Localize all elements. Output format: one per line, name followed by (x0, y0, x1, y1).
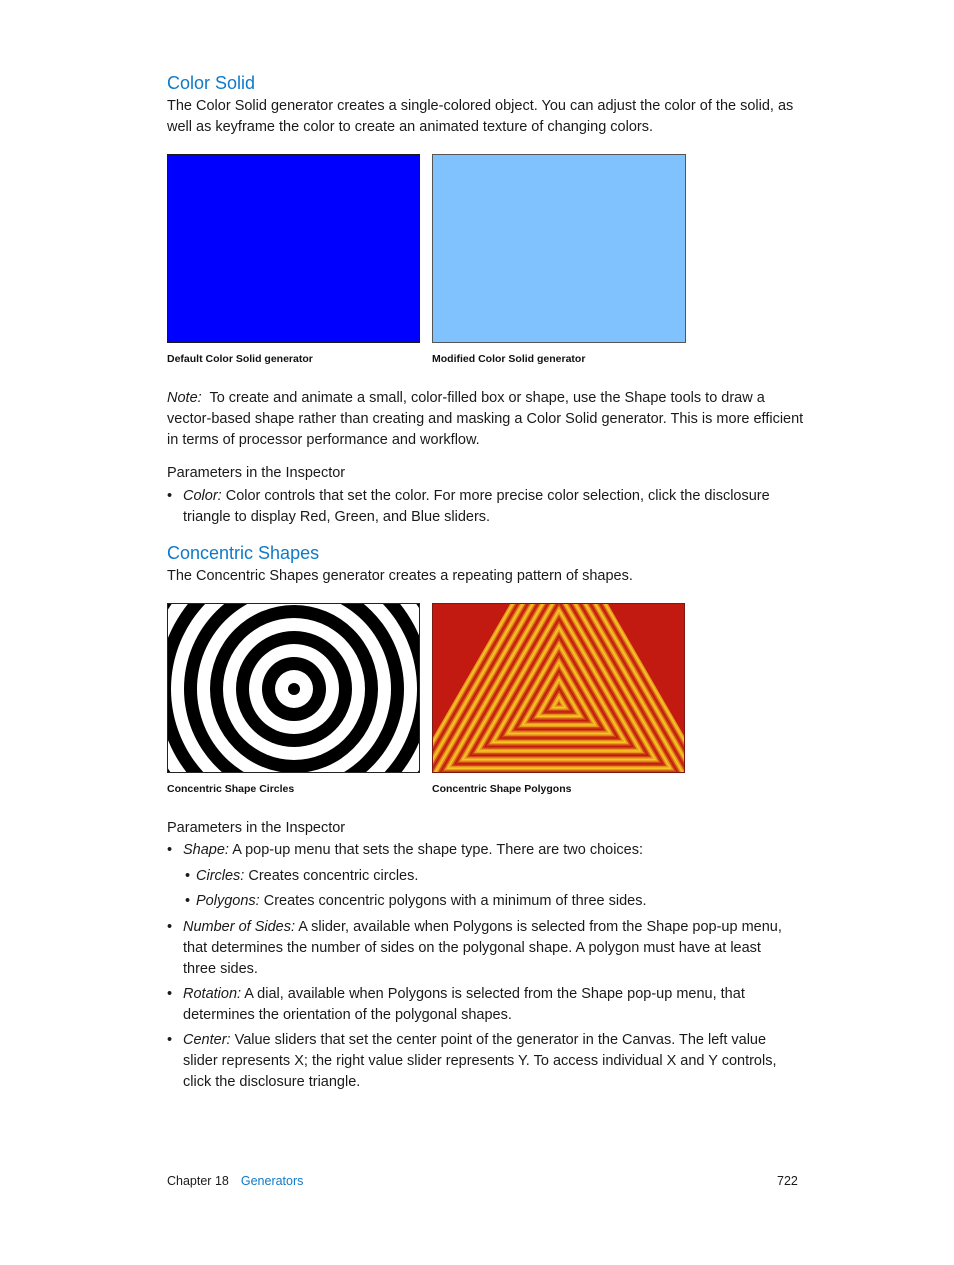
default-color-solid-image (167, 154, 420, 343)
caption-modified-color-solid: Modified Color Solid generator (432, 353, 586, 365)
param-term: Circles: (196, 868, 245, 884)
param-text: Color controls that set the color. For more precise color selection, click the disclosure triangle to display Red, Green, and Blue sliders. (183, 488, 770, 525)
modified-color-solid-image (432, 154, 686, 343)
param-term: Center: (183, 1032, 231, 1048)
caption-concentric-polygons: Concentric Shape Polygons (432, 783, 572, 795)
concentric-polygons-image (432, 603, 685, 773)
color-solid-intro: The Color Solid generator creates a single-colored object. You can adjust the color of the solid, as well as keyframe the color to create an animated texture of changing colors. (167, 98, 794, 135)
concentric-ring (288, 683, 300, 695)
chapter-label: Chapter 18 (167, 1174, 229, 1188)
default-color-solid-fill (168, 155, 419, 342)
page-number: 722 (777, 1174, 798, 1188)
param-text: A slider, available when Polygons is selected from the Shape pop-up menu, that determines the number of sides on the polygonal shape. A polygon must have at least three sides. (183, 919, 782, 977)
section-title-concentric-shapes: Concentric Shapes (167, 543, 320, 563)
concentric-shapes-intro: The Concentric Shapes generator creates a repeating pattern of shapes. (167, 568, 633, 584)
params-heading-concentric: Parameters in the Inspector (167, 820, 346, 836)
note-text: To create and animate a small, color-filled box or shape, use the Shape tools to draw a vector-based shape rather than creating and masking a Color Solid generator. This is more efficient in terms of processor performance and workflow. (167, 390, 804, 448)
caption-default-color-solid: Default Color Solid generator (167, 353, 313, 365)
note-paragraph (167, 388, 807, 451)
bullet-dot: • (167, 488, 173, 504)
param-term: Number of Sides: (183, 919, 296, 935)
param-text: Value sliders that set the center point of the generator in the Canvas. The left value slider represents X; the right value slider represents Y. To access individual X and Y controls, click the disclosure triangle. (183, 1032, 777, 1090)
concentric-circles-graphic (168, 604, 419, 772)
param-text: A dial, available when Polygons is selected from the Shape pop-up menu, that determines the orientation of the polygonal shapes. (183, 986, 745, 1023)
param-term: Rotation: (183, 986, 242, 1002)
param-term: Color: (183, 488, 222, 504)
modified-color-solid-fill (433, 155, 685, 342)
chapter-link-generators[interactable]: Generators (240, 1174, 304, 1188)
params-heading-color-solid: Parameters in the Inspector (167, 465, 346, 481)
param-text: Creates concentric circles. (248, 868, 419, 884)
bullet-dot: • (167, 919, 173, 935)
bullet-dot: • (167, 842, 173, 858)
concentric-polygons-graphic (433, 604, 684, 772)
param-text: A pop-up menu that sets the shape type. There are two choices: (232, 842, 644, 858)
bullet-dot: • (167, 1032, 173, 1048)
section-title-color-solid: Color Solid (167, 73, 256, 93)
caption-concentric-circles: Concentric Shape Circles (167, 783, 295, 795)
note-label: Note: (167, 390, 202, 406)
bullet-dot: • (167, 986, 173, 1002)
footer-chapter (167, 1174, 303, 1188)
param-term: Shape: (183, 842, 229, 858)
bullet-dot: • (185, 893, 191, 909)
param-term: Polygons: (196, 893, 260, 909)
param-text: Creates concentric polygons with a minimum of three sides. (263, 893, 647, 909)
bullet-dot: • (185, 868, 191, 884)
concentric-circles-image (167, 603, 420, 773)
